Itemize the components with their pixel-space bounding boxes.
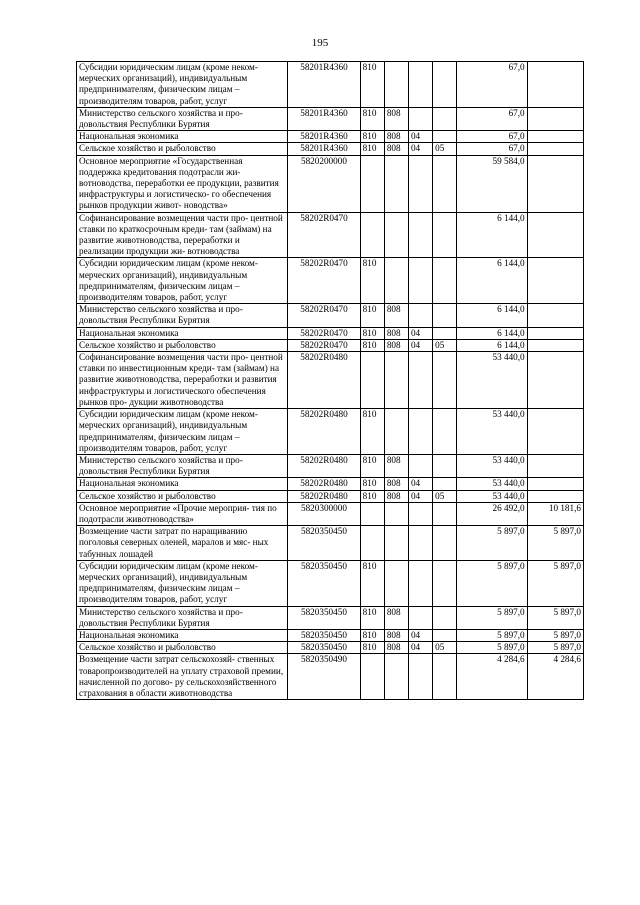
target-code: 5820300000 [288, 502, 360, 525]
subsection-code [433, 258, 457, 304]
amount-year2: 5 897,0 [527, 560, 583, 606]
expense-type: 810 [360, 409, 384, 455]
target-code: 5820350490 [288, 654, 360, 700]
section-code [408, 62, 432, 108]
expense-type: 810 [360, 560, 384, 606]
subsection-code [433, 131, 457, 143]
table-row [77, 352, 584, 409]
table-row [77, 454, 584, 477]
expense-type: 810 [360, 454, 384, 477]
row-name: Возмещение части затрат по наращиванию поголовья северных оленей, маралов и мяс- ных табунных лошадей [77, 526, 288, 561]
target-code: 58202R0470 [288, 339, 360, 351]
row-name: Национальная экономика [77, 629, 288, 641]
table-row [77, 107, 584, 130]
target-code: 58201R4360 [288, 131, 360, 143]
expense-type: 810 [360, 490, 384, 502]
row-name: Софинансирование возмещения части про- центной ставки по инвестиционным креди- там (займам) на развитие животноводства, переработки и развития инфраструктуры и логистического обеспечения рынков про- дукции животноводства [77, 352, 288, 409]
ministry-code: 808 [384, 327, 408, 339]
amount-year1: 53 440,0 [457, 352, 527, 409]
ministry-code: 808 [384, 143, 408, 155]
table-row [77, 212, 584, 258]
subsection-code [433, 454, 457, 477]
amount-year1: 53 440,0 [457, 490, 527, 502]
table-row [77, 629, 584, 641]
target-code: 58202R0470 [288, 304, 360, 327]
section-code: 04 [408, 327, 432, 339]
expense-type: 810 [360, 327, 384, 339]
amount-year1: 5 897,0 [457, 629, 527, 641]
expense-type [360, 155, 384, 212]
target-code: 5820350450 [288, 606, 360, 629]
row-name: Основное мероприятие «Прочие мероприя- тия по подотрасли животноводства» [77, 502, 288, 525]
target-code: 58201R4360 [288, 62, 360, 108]
row-name: Министерство сельского хозяйства и про- довольствия Республики Бурятия [77, 606, 288, 629]
expense-type [360, 352, 384, 409]
table-row [77, 409, 584, 455]
subsection-code [433, 606, 457, 629]
subsection-code [433, 304, 457, 327]
subsection-code: 05 [433, 642, 457, 654]
target-code: 58202R0470 [288, 258, 360, 304]
amount-year1: 67,0 [457, 107, 527, 130]
table-row [77, 155, 584, 212]
amount-year2 [527, 490, 583, 502]
target-code: 58202R0480 [288, 454, 360, 477]
amount-year2 [527, 107, 583, 130]
subsection-code [433, 155, 457, 212]
target-code: 5820350450 [288, 629, 360, 641]
budget-table [76, 61, 584, 700]
section-code [408, 409, 432, 455]
amount-year1: 6 144,0 [457, 327, 527, 339]
page-number: 195 [311, 37, 329, 49]
subsection-code [433, 526, 457, 561]
amount-year2 [527, 339, 583, 351]
row-name: Сельское хозяйство и рыболовство [77, 490, 288, 502]
expense-type: 810 [360, 131, 384, 143]
row-name: Национальная экономика [77, 327, 288, 339]
ministry-code: 808 [384, 107, 408, 130]
subsection-code [433, 352, 457, 409]
table-row [77, 131, 584, 143]
row-name: Министерство сельского хозяйства и про- довольствия Республики Бурятия [77, 304, 288, 327]
section-code: 04 [408, 339, 432, 351]
expense-type [360, 526, 384, 561]
table-row [77, 304, 584, 327]
ministry-code: 808 [384, 490, 408, 502]
table-row [77, 606, 584, 629]
ministry-code [384, 212, 408, 258]
amount-year2 [527, 143, 583, 155]
expense-type: 810 [360, 642, 384, 654]
ministry-code: 808 [384, 131, 408, 143]
budget-table-body [77, 62, 584, 700]
section-code [408, 155, 432, 212]
row-name: Национальная экономика [77, 131, 288, 143]
subsection-code: 05 [433, 143, 457, 155]
target-code: 58202R0470 [288, 327, 360, 339]
amount-year2 [527, 62, 583, 108]
row-name: Основное мероприятие «Государственная поддержка кредитования подотрасли жи- вотноводства, переработки ее продукции, развития инфраструктуры и логистическо- го обеспечения рынков продукции живот- новодства» [77, 155, 288, 212]
amount-year2 [527, 409, 583, 455]
row-name: Сельское хозяйство и рыболовство [77, 642, 288, 654]
table-row [77, 560, 584, 606]
ministry-code [384, 502, 408, 525]
expense-type: 810 [360, 258, 384, 304]
table-row [77, 642, 584, 654]
amount-year1: 5 897,0 [457, 526, 527, 561]
ministry-code [384, 526, 408, 561]
ministry-code [384, 155, 408, 212]
amount-year1: 53 440,0 [457, 478, 527, 490]
expense-type: 810 [360, 62, 384, 108]
amount-year1: 5 897,0 [457, 642, 527, 654]
amount-year2 [527, 352, 583, 409]
amount-year2: 5 897,0 [527, 526, 583, 561]
section-code [408, 454, 432, 477]
subsection-code [433, 62, 457, 108]
section-code [408, 606, 432, 629]
target-code: 58202R0480 [288, 478, 360, 490]
subsection-code [433, 654, 457, 700]
section-code: 04 [408, 478, 432, 490]
amount-year2 [527, 131, 583, 143]
section-code [408, 560, 432, 606]
expense-type [360, 212, 384, 258]
amount-year1: 53 440,0 [457, 454, 527, 477]
amount-year1: 59 584,0 [457, 155, 527, 212]
ministry-code: 808 [384, 606, 408, 629]
amount-year1: 6 144,0 [457, 258, 527, 304]
expense-type: 810 [360, 143, 384, 155]
ministry-code [384, 62, 408, 108]
ministry-code [384, 409, 408, 455]
amount-year1: 5 897,0 [457, 606, 527, 629]
target-code: 58202R0480 [288, 409, 360, 455]
row-name: Сельское хозяйство и рыболовство [77, 339, 288, 351]
amount-year1: 5 897,0 [457, 560, 527, 606]
row-name: Министерство сельского хозяйства и про- довольствия Республики Бурятия [77, 454, 288, 477]
section-code [408, 304, 432, 327]
subsection-code: 05 [433, 490, 457, 502]
ministry-code: 808 [384, 642, 408, 654]
subsection-code [433, 212, 457, 258]
ministry-code: 808 [384, 304, 408, 327]
table-row [77, 143, 584, 155]
section-code [408, 258, 432, 304]
amount-year2: 5 897,0 [527, 606, 583, 629]
section-code: 04 [408, 143, 432, 155]
expense-type: 810 [360, 304, 384, 327]
amount-year2 [527, 304, 583, 327]
target-code: 58201R4360 [288, 107, 360, 130]
section-code: 04 [408, 629, 432, 641]
target-code: 5820200000 [288, 155, 360, 212]
amount-year2 [527, 258, 583, 304]
subsection-code: 05 [433, 339, 457, 351]
amount-year1: 6 144,0 [457, 339, 527, 351]
amount-year1: 26 492,0 [457, 502, 527, 525]
table-row [77, 502, 584, 525]
subsection-code [433, 409, 457, 455]
target-code: 58201R4360 [288, 143, 360, 155]
row-name: Субсидии юридическим лицам (кроме неком- мерческих организаций), индивидуальным предпринимателям, физическим лицам – производителям товаров, работ, услуг [77, 409, 288, 455]
row-name: Национальная экономика [77, 478, 288, 490]
amount-year2 [527, 327, 583, 339]
amount-year2: 4 284,6 [527, 654, 583, 700]
table-row [77, 478, 584, 490]
amount-year1: 67,0 [457, 62, 527, 108]
subsection-code [433, 327, 457, 339]
section-code [408, 352, 432, 409]
row-name: Субсидии юридическим лицам (кроме неком- мерческих организаций), индивидуальным предпринимателям, физическим лицам – производителям товаров, работ, услуг [77, 560, 288, 606]
row-name: Софинансирование возмещения части про- центной ставки по краткосрочным креди- там (займам) на развитие животноводства, переработки и реализации продукции жи- вотноводства [77, 212, 288, 258]
target-code: 5820350450 [288, 642, 360, 654]
section-code [408, 502, 432, 525]
subsection-code [433, 560, 457, 606]
ministry-code [384, 654, 408, 700]
expense-type [360, 502, 384, 525]
amount-year1: 6 144,0 [457, 212, 527, 258]
expense-type: 810 [360, 107, 384, 130]
amount-year2: 5 897,0 [527, 642, 583, 654]
table-row [77, 526, 584, 561]
section-code [408, 654, 432, 700]
target-code: 58202R0480 [288, 352, 360, 409]
amount-year2: 10 181,6 [527, 502, 583, 525]
amount-year1: 6 144,0 [457, 304, 527, 327]
expense-type [360, 654, 384, 700]
subsection-code [433, 478, 457, 490]
ministry-code: 808 [384, 478, 408, 490]
row-name: Сельское хозяйство и рыболовство [77, 143, 288, 155]
ministry-code: 808 [384, 629, 408, 641]
ministry-code [384, 258, 408, 304]
target-code: 58202R0480 [288, 490, 360, 502]
amount-year2: 5 897,0 [527, 629, 583, 641]
section-code [408, 212, 432, 258]
section-code [408, 107, 432, 130]
amount-year2 [527, 212, 583, 258]
expense-type: 810 [360, 606, 384, 629]
section-code: 04 [408, 490, 432, 502]
amount-year2 [527, 454, 583, 477]
table-row [77, 62, 584, 108]
ministry-code: 808 [384, 454, 408, 477]
subsection-code [433, 629, 457, 641]
ministry-code [384, 560, 408, 606]
table-row [77, 258, 584, 304]
table-row [77, 327, 584, 339]
amount-year1: 53 440,0 [457, 409, 527, 455]
expense-type: 810 [360, 478, 384, 490]
table-row [77, 339, 584, 351]
amount-year1: 4 284,6 [457, 654, 527, 700]
table-row [77, 654, 584, 700]
amount-year2 [527, 155, 583, 212]
amount-year1: 67,0 [457, 143, 527, 155]
section-code [408, 526, 432, 561]
section-code: 04 [408, 642, 432, 654]
ministry-code [384, 352, 408, 409]
expense-type: 810 [360, 629, 384, 641]
target-code: 5820350450 [288, 560, 360, 606]
table-row [77, 490, 584, 502]
row-name: Министерство сельского хозяйства и про- довольствия Республики Бурятия [77, 107, 288, 130]
ministry-code: 808 [384, 339, 408, 351]
target-code: 58202R0470 [288, 212, 360, 258]
amount-year1: 67,0 [457, 131, 527, 143]
row-name: Субсидии юридическим лицам (кроме неком- мерческих организаций), индивидуальным предпринимателям, физическим лицам – производителям товаров, работ, услуг [77, 258, 288, 304]
subsection-code [433, 502, 457, 525]
section-code: 04 [408, 131, 432, 143]
row-name: Субсидии юридическим лицам (кроме неком- мерческих организаций), индивидуальным предпринимателям, физическим лицам – производителям товаров, работ, услуг [77, 62, 288, 108]
subsection-code [433, 107, 457, 130]
target-code: 5820350450 [288, 526, 360, 561]
amount-year2 [527, 478, 583, 490]
row-name: Возмещение части затрат сельскохозяй- ственных товаропроизводителей на уплату страховой премии, начисленной по догово- ру сельскохозяйственного страхования в области животноводства [77, 654, 288, 700]
expense-type: 810 [360, 339, 384, 351]
